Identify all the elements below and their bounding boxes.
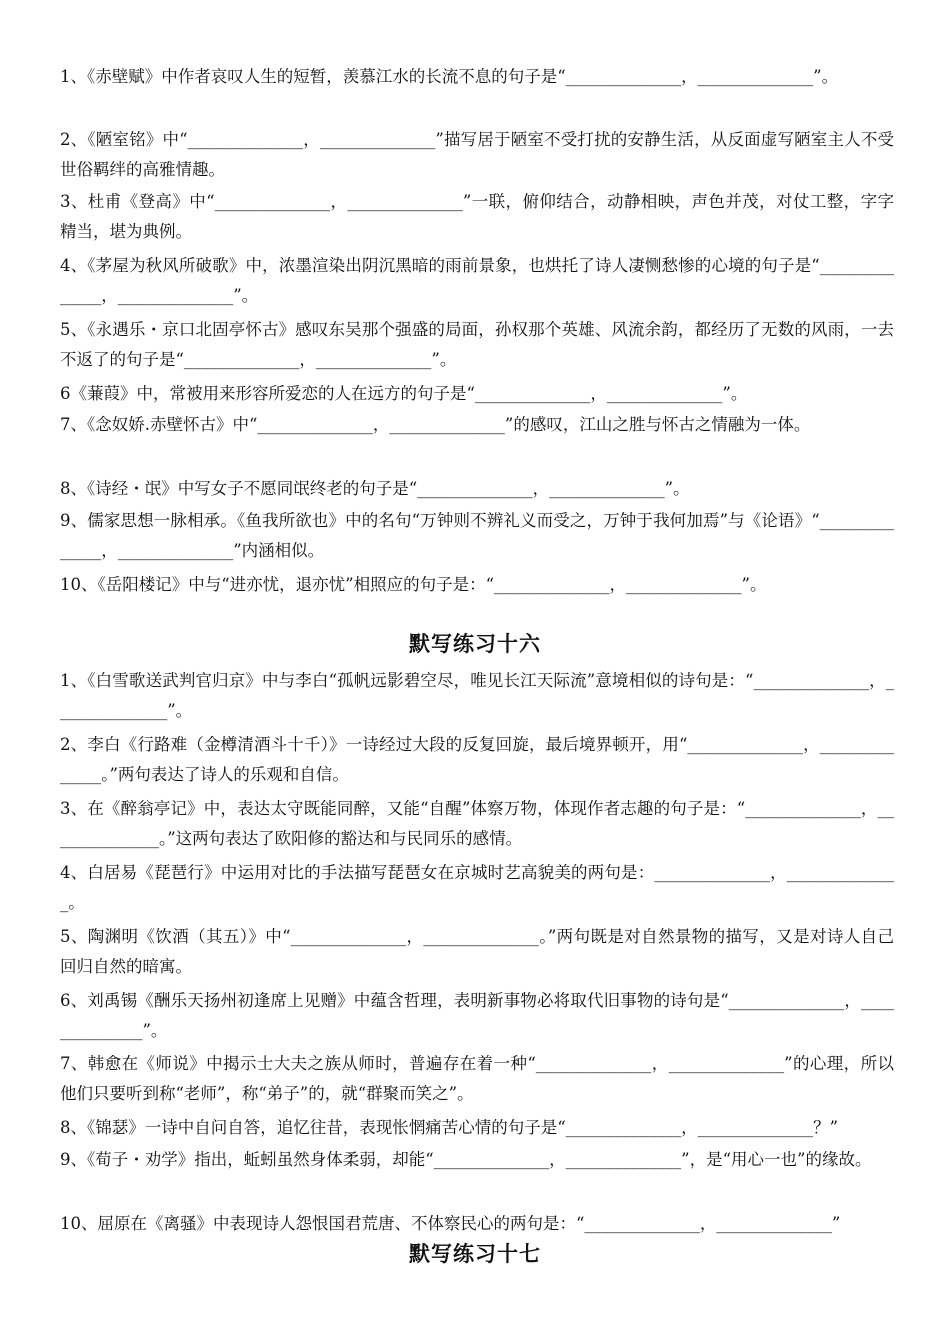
question-6: 6《蒹葭》中，常被用来形容所爱恋的人在远方的句子是“______________，______________”。 (60, 384, 748, 403)
question-7: 7、韩愈在《师说》中揭示士大夫之族从师时，普遍存在着一种“______________，______________”的心理，所以他们只要听到称“老师”，称“弟子”的，就“群聚而笑之”。 (60, 1054, 894, 1103)
question-4: 4、白居易《琵琶行》中运用对比的手法描写琵琶女在京城时艺高貌美的两句是：______________，______________。 (60, 863, 894, 912)
section-title-16: 默写练习十六 (409, 631, 541, 656)
question-2: 2、李白《行路难（金樽清酒斗十千）》一诗经过大段的反复回旋，最后境界顿开，用“______________，______________。”两句表达了诗人的乐观和自信。 (60, 735, 894, 784)
question-9: 9、《荀子・劝学》指出，蚯蚓虽然身体柔弱，却能“______________，______________”，是“用心一也”的缘故。 (60, 1150, 872, 1169)
question-10: 10、《岳阳楼记》中与“进亦忧，退亦忧”相照应的句子是：“______________，______________”。 (60, 575, 767, 594)
question-5: 5、《永遇乐・京口北固亭怀古》感叹东吴那个强盛的局面，孙权那个英雄、风流余韵，都经历了无数的风雨，一去不返了的句子是“______________，______________”。 (60, 320, 894, 369)
question-1: 1、《白雪歌送武判官归京》中与李白“孤帆远影碧空尽，唯见长江天际流”意境相似的诗句是：“______________，______________”。 (60, 671, 894, 720)
question-4: 4、《茅屋为秋风所破歌》中，浓墨渲染出阴沉黑暗的雨前景象，也烘托了诗人凄恻愁惨的心境的句子是“______________，______________”。 (60, 256, 894, 305)
question-5: 5、陶渊明《饮酒（其五）》中“______________，______________。”两句既是对自然景物的描写，又是对诗人自己回归自然的暗寓。 (60, 927, 894, 976)
question-9: 9、儒家思想一脉相承。《鱼我所欲也》中的名句“万钟则不辨礼义而受之，万钟于我何加焉”与《论语》“______________，______________”内涵相似。 (60, 511, 894, 560)
question-10: 10、屈原在《离骚》中表现诗人怨恨国君荒唐、不体察民心的两句是：“______________，______________” (60, 1214, 841, 1233)
question-7: 7、《念奴娇.赤壁怀古》中“______________，______________”的感叹，江山之胜与怀古之情融为一体。 (60, 415, 811, 434)
question-3: 3、杜甫《登高》中“______________，______________”一联，俯仰结合，动静相映，声色并茂，对仗工整，字字精当，堪为典例。 (60, 192, 894, 241)
question-8: 8、《锦瑟》一诗中自问自答，追忆往昔，表现怅惘痛苦心情的句子是“______________，______________？” (60, 1118, 839, 1137)
section-title-17: 默写练习十七 (409, 1241, 541, 1266)
question-3: 3、在《醉翁亭记》中，表达太守既能同醉，又能“自醒”体察万物，体现作者志趣的句子是：“______________，______________。”这两句表达了欧阳修的豁达和与民同乐的感情。 (60, 799, 894, 848)
question-6: 6、刘禹锡《酬乐天扬州初逢席上见赠》中蕴含哲理，表明新事物必将取代旧事物的诗句是“______________，______________”。 (60, 991, 894, 1040)
question-8: 8、《诗经・氓》中写女子不愿同氓终老的句子是“______________，______________”。 (60, 479, 690, 498)
question-1: 1、《赤壁赋》中作者哀叹人生的短暂，羡慕江水的长流不息的句子是“______________，______________”。 (60, 67, 839, 86)
question-2: 2、《陋室铭》中“______________，______________”描写居于陋室不受打扰的安静生活，从反面虚写陋室主人不受世俗羁绊的高雅情趣。 (60, 130, 894, 179)
